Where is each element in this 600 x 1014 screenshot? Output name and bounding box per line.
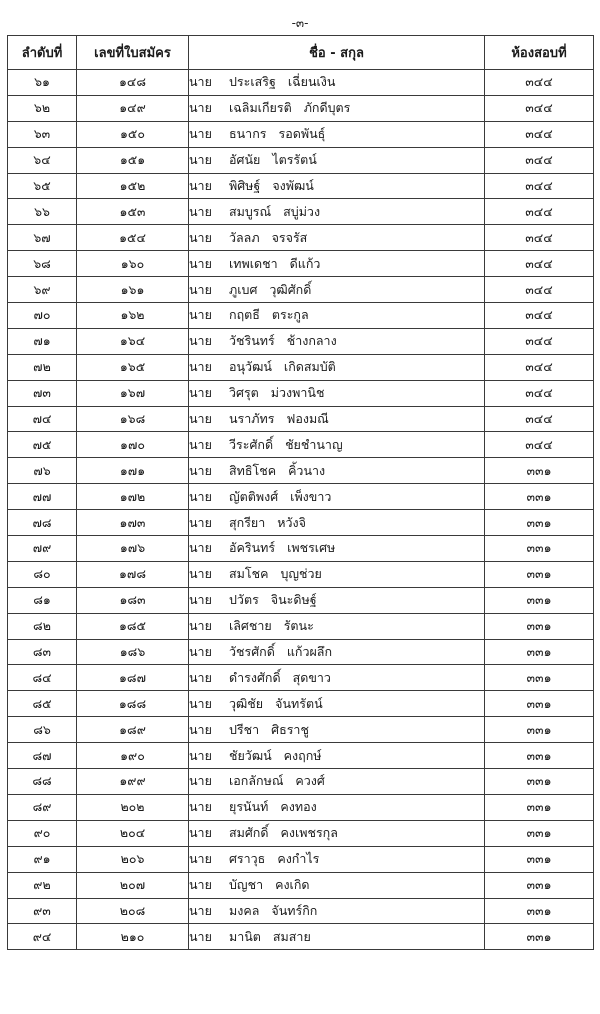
table-row [8,173,594,199]
name-cell [189,665,485,691]
exam-room-cell: ๓๓๑ [485,898,594,924]
name-cell [189,354,485,380]
table-row [8,613,594,639]
first-name: วัชรศักดิ์ [229,644,275,660]
exam-room-cell: ๓๔๔ [485,199,594,225]
last-name: คงทอง [280,799,317,815]
header-order: ลำดับที่ [8,36,77,70]
first-name: บัญชา [229,877,264,893]
exam-room-cell: ๓๓๑ [485,458,594,484]
name-title: นาย [189,488,212,504]
name-cell [189,924,485,950]
name-title: นาย [189,281,212,297]
table-row [8,924,594,950]
application-no-cell: ๑๗๒ [77,484,189,510]
exam-room-cell: ๓๓๑ [485,639,594,665]
first-name: เทพเดชา [229,255,278,271]
order-cell: ๘๕ [8,691,77,717]
first-name: นราภัทร [229,411,275,427]
order-cell: ๘๒ [8,613,77,639]
header-name: ชื่อ - สกุล [189,36,485,70]
name-cell [189,846,485,872]
last-name: ชัยชำนาญ [285,436,343,452]
application-no-cell: ๑๗๘ [77,561,189,587]
name-cell [189,820,485,846]
exam-room-cell: ๓๔๔ [485,354,594,380]
name-title: นาย [189,462,212,478]
first-name: วีระศักดิ์ [229,436,274,452]
application-no-cell: ๒๐๔ [77,820,189,846]
order-cell: ๖๖ [8,199,77,225]
first-name: สมโชค [229,566,269,582]
application-no-cell: ๑๖๔ [77,328,189,354]
name-cell [189,173,485,199]
application-no-cell: ๑๖๑ [77,277,189,303]
order-cell: ๗๐ [8,303,77,329]
order-cell: ๗๘ [8,510,77,536]
last-name: หวังจิ [277,514,306,530]
exam-room-cell: ๓๓๑ [485,510,594,536]
table-row [8,769,594,795]
application-no-cell: ๑๘๗ [77,665,189,691]
application-no-cell: ๑๘๓ [77,587,189,613]
application-no-cell: ๑๖๘ [77,406,189,432]
name-cell [189,717,485,743]
first-name: มงคล [229,902,260,918]
order-cell: ๘๑ [8,587,77,613]
application-no-cell: ๒๐๘ [77,898,189,924]
table-row [8,199,594,225]
first-name: ศราวุธ [229,851,266,867]
order-cell: ๘๐ [8,561,77,587]
application-no-cell: ๑๗๑ [77,458,189,484]
application-no-cell: ๑๙๐ [77,743,189,769]
table-row [8,743,594,769]
order-cell: ๘๘ [8,769,77,795]
application-no-cell: ๒๐๒ [77,794,189,820]
name-cell [189,277,485,303]
order-cell: ๖๘ [8,251,77,277]
name-cell [189,769,485,795]
last-name: คงฤกษ์ [283,747,322,763]
order-cell: ๖๒ [8,95,77,121]
name-title: นาย [189,74,212,90]
order-cell: ๘๓ [8,639,77,665]
first-name: วุฒิชัย [229,695,264,711]
application-no-cell: ๑๖๐ [77,251,189,277]
name-cell [189,406,485,432]
name-cell [189,872,485,898]
last-name: ควงศ์ [295,773,325,789]
order-cell: ๘๙ [8,794,77,820]
first-name: เอกลักษณ์ [229,773,284,789]
first-name: สมศักดิ์ [229,825,269,841]
name-cell [189,691,485,717]
exam-room-cell: ๓๓๑ [485,794,594,820]
first-name: มานิต [229,928,261,944]
order-cell: ๖๕ [8,173,77,199]
exam-room-cell: ๓๓๑ [485,665,594,691]
order-cell: ๗๑ [8,328,77,354]
exam-room-cell: ๓๓๑ [485,717,594,743]
name-title: นาย [189,100,212,116]
name-title: นาย [189,566,212,582]
name-title: นาย [189,255,212,271]
name-title: นาย [189,229,212,245]
order-cell: ๙๓ [8,898,77,924]
last-name: แก้วผลึก [286,644,333,660]
application-no-cell: ๑๖๕ [77,354,189,380]
table-row [8,846,594,872]
last-name: เฉี่ยนเงิน [287,74,336,90]
last-name: ศิธราชู [271,721,309,737]
exam-room-cell: ๓๓๑ [485,743,594,769]
last-name: เพ็งขาว [290,488,332,504]
application-no-cell: ๒๑๐ [77,924,189,950]
exam-room-cell: ๓๓๑ [485,536,594,562]
application-no-cell: ๑๘๖ [77,639,189,665]
name-cell [189,587,485,613]
name-cell [189,510,485,536]
name-title: นาย [189,411,212,427]
exam-room-cell: ๓๔๔ [485,328,594,354]
name-title: นาย [189,359,212,375]
order-cell: ๗๙ [8,536,77,562]
application-no-cell: ๑๔๘ [77,70,189,96]
table-row [8,251,594,277]
first-name: ปวัตร [229,592,259,608]
exam-room-cell: ๓๔๔ [485,251,594,277]
last-name: ภักดีบุตร [303,100,351,116]
exam-room-cell: ๓๓๑ [485,613,594,639]
application-no-cell: ๑๙๙ [77,769,189,795]
name-title: นาย [189,851,212,867]
last-name: บุญช่วย [280,566,322,582]
last-name: จงพัฒน์ [272,178,314,193]
name-title: นาย [189,928,212,944]
last-name: คงเพชรกุล [280,825,338,841]
exam-room-cell: ๓๓๑ [485,561,594,587]
table-row [8,639,594,665]
name-title: นาย [189,385,212,401]
order-cell: ๗๗ [8,484,77,510]
name-cell [189,484,485,510]
application-no-cell: ๑๗๐ [77,432,189,458]
exam-room-cell: ๓๓๑ [485,587,594,613]
name-cell [189,147,485,173]
order-cell: ๙๒ [8,872,77,898]
last-name: ดีแก้ว [289,255,321,271]
first-name: อนุวัฒน์ [229,359,272,375]
table-row [8,432,594,458]
order-cell: ๖๙ [8,277,77,303]
application-no-cell: ๑๕๑ [77,147,189,173]
table-row [8,561,594,587]
last-name: รอดพันธุ์ [278,126,326,142]
last-name: จรจรัส [271,229,308,245]
first-name: อัครินทร์ [229,540,276,556]
name-title: นาย [189,203,212,219]
candidate-table [7,35,594,950]
application-no-cell: ๑๖๒ [77,303,189,329]
table-row [8,458,594,484]
table-row [8,70,594,96]
first-name: ประเสริฐ [229,74,276,90]
name-title: นาย [189,178,212,193]
name-cell [189,380,485,406]
table-row [8,121,594,147]
name-title: นาย [189,126,212,142]
table-row [8,510,594,536]
name-title: นาย [189,773,212,789]
exam-room-cell: ๓๔๔ [485,225,594,251]
name-cell [189,432,485,458]
table-row [8,406,594,432]
first-name: ยุรนันท์ [229,799,269,815]
order-cell: ๗๔ [8,406,77,432]
last-name: สบู่ม่วง [283,203,321,219]
exam-room-cell: ๓๓๑ [485,484,594,510]
last-name: เกิดสมบัติ [283,359,336,375]
name-title: นาย [189,721,212,737]
name-cell [189,898,485,924]
name-title: นาย [189,644,212,660]
last-name: ไตรรัตน์ [272,152,317,168]
application-no-cell: ๑๘๙ [77,717,189,743]
first-name: ญัตติพงศ์ [229,488,279,504]
order-cell: ๗๖ [8,458,77,484]
last-name: ช้างกลาง [286,333,337,349]
application-no-cell: ๑๕๐ [77,121,189,147]
order-cell: ๙๔ [8,924,77,950]
first-name: วัชรินทร์ [229,333,275,349]
name-cell [189,561,485,587]
order-cell: ๖๑ [8,70,77,96]
table-row [8,225,594,251]
name-cell [189,95,485,121]
header-application-no: เลขที่ใบสมัคร [77,36,189,70]
table-row [8,691,594,717]
exam-room-cell: ๓๓๑ [485,846,594,872]
name-title: นาย [189,333,212,349]
name-cell [189,251,485,277]
exam-room-cell: ๓๔๔ [485,380,594,406]
last-name: สุดขาว [292,669,331,685]
exam-room-cell: ๓๔๔ [485,173,594,199]
name-title: นาย [189,592,212,608]
order-cell: ๖๗ [8,225,77,251]
table-body [8,70,594,950]
first-name: ปรีชา [229,721,260,737]
name-cell [189,639,485,665]
last-name: วุฒิศักดิ์ [269,281,312,297]
application-no-cell: ๒๐๖ [77,846,189,872]
table-row [8,303,594,329]
name-title: นาย [189,669,212,685]
first-name: สมบูรณ์ [229,203,272,219]
name-cell [189,794,485,820]
first-name: สุกรียา [229,514,266,530]
name-cell [189,225,485,251]
first-name: วัลลภ [229,229,260,245]
first-name: วิศรุต [229,385,259,401]
order-cell: ๖๔ [8,147,77,173]
order-cell: ๘๖ [8,717,77,743]
name-title: นาย [189,877,212,893]
exam-room-cell: ๓๔๔ [485,121,594,147]
table-row [8,354,594,380]
last-name: จินะดิษฐ์ [270,592,317,608]
application-no-cell: ๑๘๘ [77,691,189,717]
exam-room-cell: ๓๔๔ [485,406,594,432]
table-row [8,484,594,510]
name-cell [189,199,485,225]
order-cell: ๗๕ [8,432,77,458]
application-no-cell: ๑๖๗ [77,380,189,406]
first-name: สิทธิโชค [229,462,277,478]
name-title: นาย [189,152,212,168]
name-title: นาย [189,902,212,918]
table-row [8,898,594,924]
application-no-cell: ๑๔๙ [77,95,189,121]
order-cell: ๘๔ [8,665,77,691]
exam-room-cell: ๓๔๔ [485,432,594,458]
application-no-cell: ๑๕๔ [77,225,189,251]
first-name: ชัยวัฒน์ [229,747,272,763]
last-name: ตระกูล [271,307,309,323]
first-name: ดำรงศักดิ์ [229,669,281,685]
application-no-cell: ๒๐๗ [77,872,189,898]
name-title: นาย [189,695,212,711]
name-cell [189,328,485,354]
name-title: นาย [189,618,212,634]
name-title: นาย [189,799,212,815]
header-exam-room: ห้องสอบที่ [485,36,594,70]
table-row [8,147,594,173]
last-name: สมสาย [272,928,311,944]
last-name: เพชรเศษ [287,540,336,556]
first-name: ภูเบศ [229,281,258,297]
exam-room-cell: ๓๓๑ [485,691,594,717]
name-title: นาย [189,825,212,841]
name-cell [189,70,485,96]
exam-room-cell: ๓๓๑ [485,820,594,846]
name-cell [189,121,485,147]
table-row [8,328,594,354]
table-row [8,95,594,121]
first-name: ธนากร [229,126,267,142]
name-cell [189,743,485,769]
exam-room-cell: ๓๔๔ [485,303,594,329]
last-name: ฟองมณี [286,411,329,427]
order-cell: ๗๓ [8,380,77,406]
name-cell [189,303,485,329]
name-title: นาย [189,514,212,530]
application-no-cell: ๑๗๓ [77,510,189,536]
last-name: รัตนะ [283,618,314,634]
first-name: เลิศชาย [229,618,272,634]
name-title: นาย [189,747,212,763]
order-cell: ๙๑ [8,846,77,872]
table-row [8,717,594,743]
table-row [8,872,594,898]
table-row [8,794,594,820]
last-name: คงกำไร [277,851,320,867]
table-header-row [8,36,594,70]
table-row [8,587,594,613]
name-cell [189,458,485,484]
exam-room-cell: ๓๓๑ [485,872,594,898]
last-name: ม่วงพานิช [270,385,325,401]
order-cell: ๗๒ [8,354,77,380]
application-no-cell: ๑๕๓ [77,199,189,225]
table-row [8,536,594,562]
name-cell [189,613,485,639]
exam-room-cell: ๓๓๑ [485,924,594,950]
table-row [8,665,594,691]
exam-room-cell: ๓๔๔ [485,147,594,173]
order-cell: ๙๐ [8,820,77,846]
table-row [8,820,594,846]
last-name: คงเกิด [275,877,310,893]
table-row [8,380,594,406]
order-cell: ๘๗ [8,743,77,769]
page-number: -๓- [291,16,309,30]
first-name: พิศิษฐ์ [229,178,261,193]
name-title: นาย [189,307,212,323]
name-title: นาย [189,436,212,452]
first-name: กฤตธี [229,307,260,323]
table-row [8,277,594,303]
exam-room-cell: ๓๔๔ [485,95,594,121]
first-name: เฉลิมเกียรติ [229,100,292,116]
first-name: อัศนัย [229,152,261,168]
order-cell: ๖๓ [8,121,77,147]
exam-room-cell: ๓๓๑ [485,769,594,795]
last-name: คิ้วนาง [288,462,326,478]
last-name: จันทร์กิก [271,902,318,918]
application-no-cell: ๑๗๖ [77,536,189,562]
exam-room-cell: ๓๔๔ [485,70,594,96]
last-name: จันทรัตน์ [275,695,323,711]
name-cell [189,536,485,562]
application-no-cell: ๑๕๒ [77,173,189,199]
application-no-cell: ๑๘๕ [77,613,189,639]
exam-room-cell: ๓๔๔ [485,277,594,303]
name-title: นาย [189,540,212,556]
